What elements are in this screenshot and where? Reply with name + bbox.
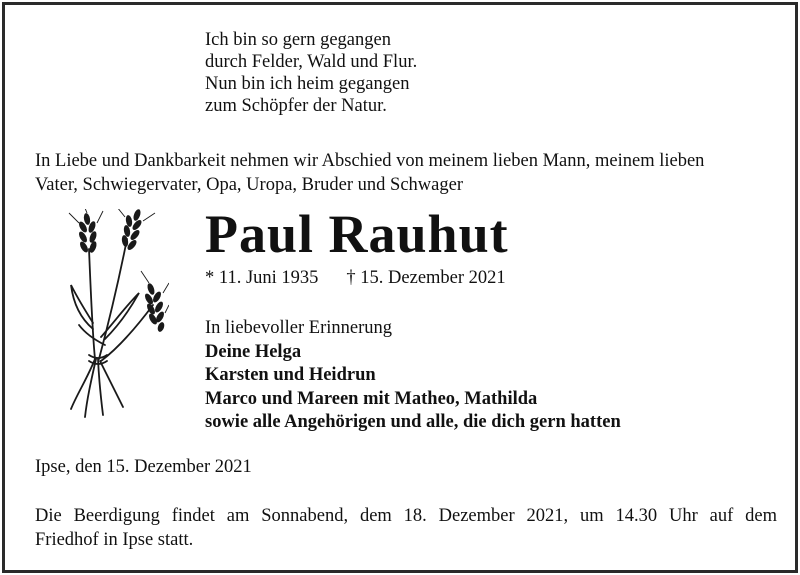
birth-date: * 11. Juni 1935	[205, 268, 319, 288]
funeral-line: Friedhof in Ipse statt.	[35, 530, 194, 550]
poem-line: zum Schöpfer der Natur.	[205, 96, 387, 116]
intro-text	[35, 149, 780, 197]
poem	[205, 29, 417, 117]
poem-line: durch Felder, Wald und Flur.	[205, 52, 418, 72]
family-member: Deine Helga	[205, 341, 302, 362]
funeral-line: Die Beerdigung findet am Sonnabend, dem 18. Dezember 2021, um 14.30 Uhr auf dem	[35, 506, 777, 526]
funeral-info	[35, 504, 777, 552]
poem-line: Nun bin ich heim gegangen	[205, 74, 410, 94]
family-signatures	[205, 317, 621, 435]
intro-line: In Liebe und Dankbarkeit nehmen wir Abschied von meinem lieben Mann, meinem lieben	[35, 151, 705, 171]
wheat-icon	[65, 209, 169, 421]
family-member: Marco und Mareen mit Matheo, Mathilda	[205, 388, 538, 409]
memory-lead: In liebevoller Erinnerung	[205, 318, 392, 338]
death-date: † 15. Dezember 2021	[346, 268, 506, 288]
place-date: Ipse, den 15. Dezember 2021	[35, 457, 252, 477]
deceased-name: Paul Rauhut	[205, 204, 509, 264]
obituary-notice	[2, 2, 798, 573]
life-dates	[205, 268, 506, 289]
family-member: sowie alle Angehörigen und alle, die dich gern hatten	[205, 412, 621, 432]
intro-line: Vater, Schwiegervater, Opa, Uropa, Bruder und Schwager	[35, 175, 463, 195]
poem-line: Ich bin so gern gegangen	[205, 30, 391, 50]
family-member: Karsten und Heidrun	[205, 365, 376, 385]
